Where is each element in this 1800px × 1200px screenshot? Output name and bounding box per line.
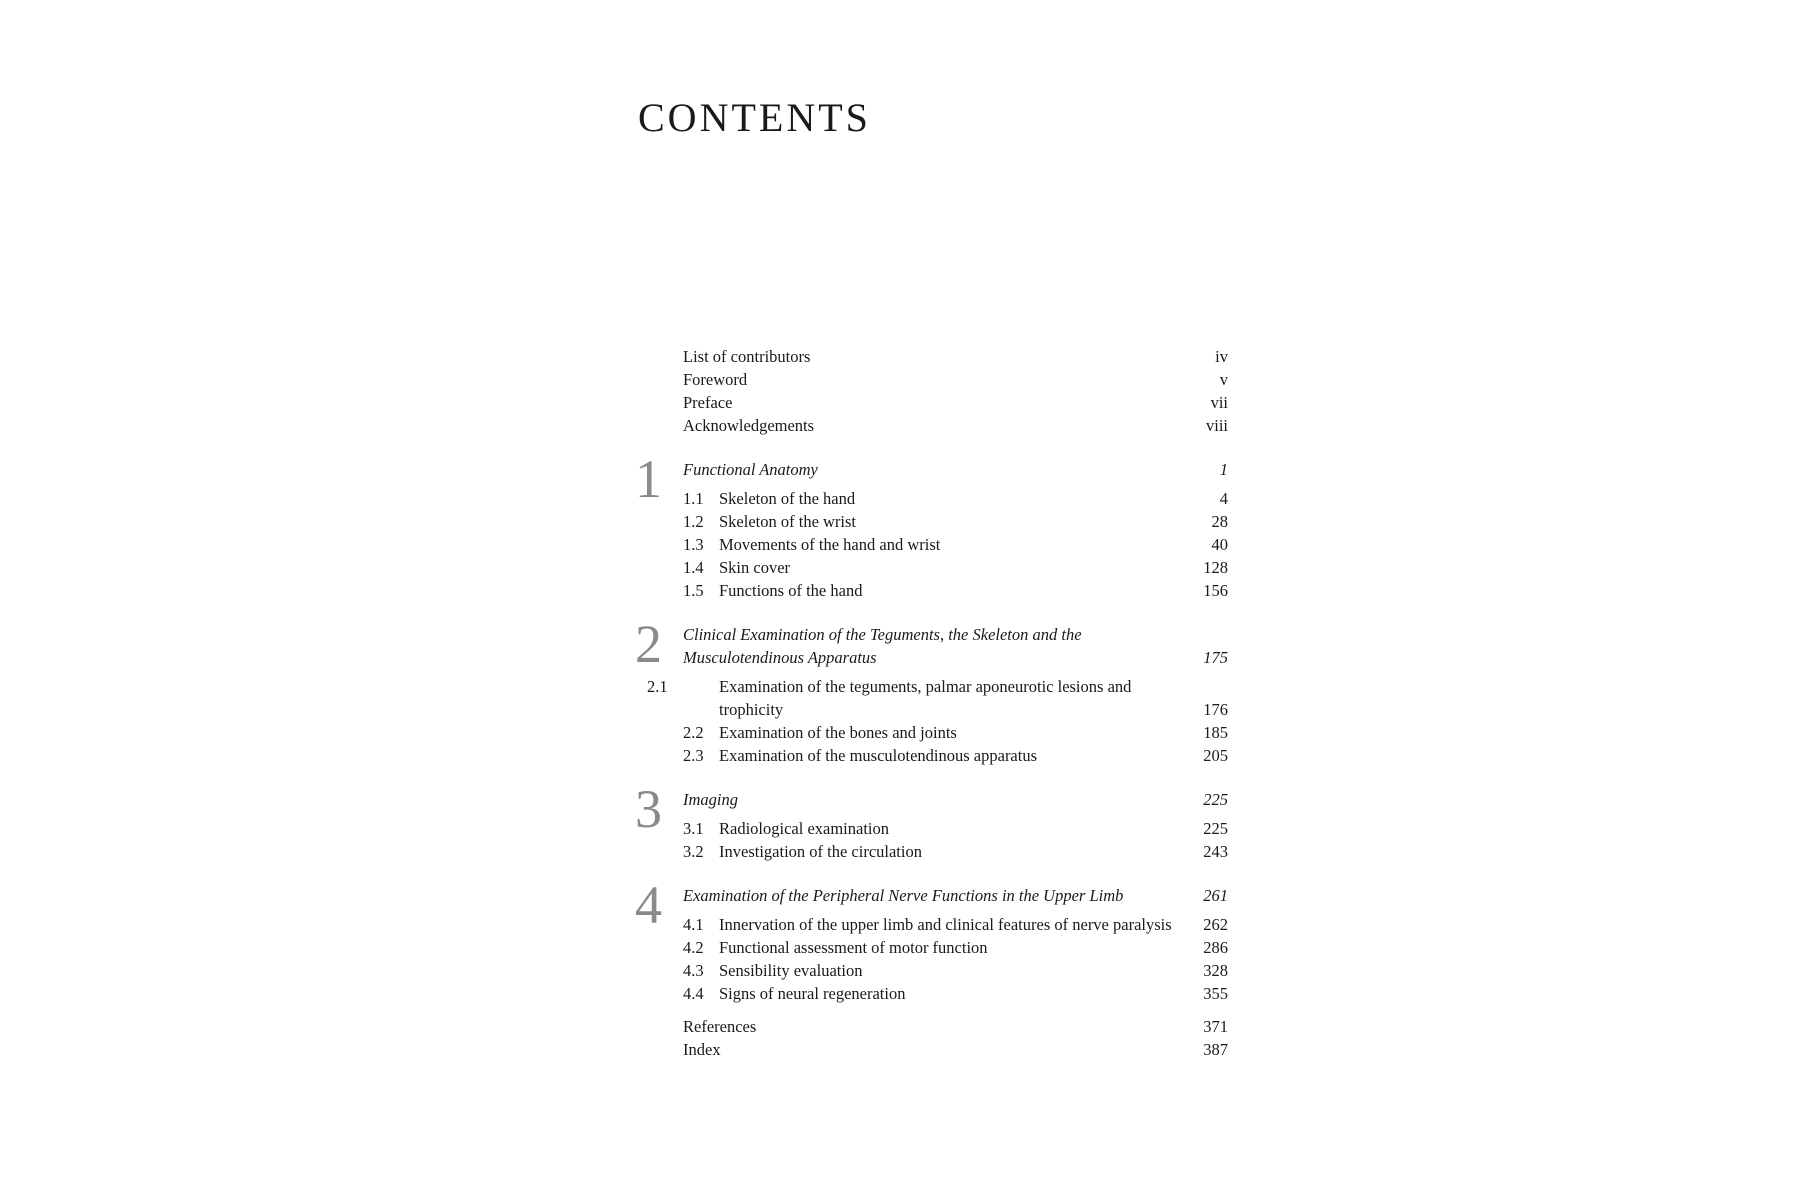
entry-page: 205 [1203, 746, 1228, 765]
section-entry[interactable] [638, 982, 1228, 1005]
entry-page: 261 [1203, 886, 1228, 905]
toc-entry[interactable] [638, 414, 1228, 437]
toc-entry[interactable] [638, 345, 1228, 368]
section-label: Skeleton of the wrist [719, 512, 857, 531]
chapter-title-entry[interactable] [638, 884, 1228, 907]
chapter-title: Functional Anatomy [683, 460, 818, 479]
chapter-title: Imaging [683, 790, 738, 809]
entry-page: 28 [1211, 512, 1228, 531]
entry-page: vii [1210, 393, 1228, 412]
section-label: Skeleton of the hand [719, 489, 856, 508]
entry-page: viii [1205, 416, 1228, 435]
chapter-title-entry[interactable] [638, 458, 1228, 481]
section-number: 1.2 [683, 512, 704, 531]
entry-page: 40 [1211, 535, 1228, 554]
chapter-number: 1 [635, 449, 662, 509]
section-entry[interactable] [638, 936, 1228, 959]
entry-page: 371 [1203, 1017, 1228, 1036]
section-number: 3.1 [683, 819, 704, 838]
entry-label: Index [683, 1040, 721, 1059]
section-entry[interactable] [638, 579, 1228, 602]
entry-page: 262 [1203, 915, 1228, 934]
chapter-title: Examination of the Peripheral Nerve Functions in the Upper Limb [683, 886, 1124, 905]
section-number: 4.4 [683, 984, 704, 1003]
section-number: 4.3 [683, 961, 704, 980]
chapter-number: 2 [635, 614, 662, 674]
entry-page: 175 [1203, 648, 1228, 667]
section-number: 2.3 [683, 746, 704, 765]
section-entry[interactable] [638, 510, 1228, 533]
section-label: Radiological examination [719, 819, 889, 838]
entry-label: Foreword [683, 370, 748, 389]
chapter-title-entry[interactable] [638, 623, 1228, 669]
section-entry[interactable] [638, 959, 1228, 982]
section-number: 4.2 [683, 938, 704, 957]
end-matter [638, 1015, 1228, 1061]
front-matter [638, 345, 1228, 437]
entry-page: v [1219, 370, 1228, 389]
page-title: CONTENTS [638, 95, 871, 140]
section-number: 1.1 [683, 489, 704, 508]
entry-label: Acknowledgements [683, 416, 815, 435]
section-number: 1.4 [683, 558, 704, 577]
chapter-number: 4 [635, 875, 662, 935]
entry-label: Preface [683, 393, 733, 412]
entry-page: 128 [1203, 558, 1228, 577]
entry-page: 355 [1203, 984, 1228, 1003]
chapter-title-entry[interactable] [638, 788, 1228, 811]
section-label: Examination of the teguments, palmar aponeurotic lesions and trophicity [719, 677, 1132, 719]
section-label: Signs of neural regeneration [719, 984, 906, 1003]
section-label: Skin cover [719, 558, 791, 577]
section-label: Investigation of the circulation [719, 842, 922, 861]
chapter-4 [635, 875, 1228, 1005]
section-entry[interactable] [638, 913, 1228, 936]
section-number: 3.2 [683, 842, 704, 861]
chapter-2 [635, 614, 1228, 767]
section-label: Sensibility evaluation [719, 961, 863, 980]
section-entry[interactable] [638, 817, 1228, 840]
entry-page: 328 [1203, 961, 1228, 980]
entry-page: 387 [1203, 1040, 1228, 1059]
section-label: Examination of the bones and joints [719, 723, 957, 742]
section-label: Examination of the musculotendinous apparatus [719, 746, 1038, 765]
section-number: 4.1 [683, 915, 704, 934]
section-number: 2.1 [647, 677, 668, 696]
section-entry[interactable] [638, 487, 1228, 510]
entry-page: 185 [1203, 723, 1228, 742]
section-entry[interactable] [638, 533, 1228, 556]
section-number: 1.3 [683, 535, 704, 554]
entry-page: 176 [1203, 700, 1228, 719]
entry-page: 225 [1203, 819, 1228, 838]
section-label: Innervation of the upper limb and clinical features of nerve paralysis [719, 915, 1172, 934]
chapter-1 [635, 449, 1228, 602]
entry-page: 225 [1203, 790, 1228, 809]
section-entry[interactable] [638, 744, 1228, 767]
entry-page: 286 [1203, 938, 1228, 957]
toc-entry[interactable] [638, 1015, 1228, 1038]
entry-page: 1 [1219, 460, 1228, 479]
entry-page: 243 [1203, 842, 1228, 861]
table-of-contents [635, 345, 1228, 1061]
section-label: Movements of the hand and wrist [719, 535, 941, 554]
toc-entry[interactable] [638, 368, 1228, 391]
section-entry[interactable] [638, 675, 1228, 721]
section-number: 1.5 [683, 581, 704, 600]
section-entry[interactable] [638, 556, 1228, 579]
section-label: Functions of the hand [719, 581, 863, 600]
entry-label: References [683, 1017, 757, 1036]
chapter-number: 3 [635, 779, 662, 839]
section-entry[interactable] [638, 721, 1228, 744]
section-number: 2.2 [683, 723, 704, 742]
toc-entry[interactable] [638, 391, 1228, 414]
entry-page: iv [1215, 347, 1228, 366]
entry-page: 4 [1219, 489, 1228, 508]
entry-page: 156 [1203, 581, 1228, 600]
chapter-title: Clinical Examination of the Teguments, the Skeleton and the Musculotendinous Apparatus [683, 625, 1082, 667]
chapter-3 [635, 779, 1228, 863]
section-entry[interactable] [638, 840, 1228, 863]
section-label: Functional assessment of motor function [719, 938, 988, 957]
toc-entry[interactable] [638, 1038, 1228, 1061]
entry-label: List of contributors [683, 347, 811, 366]
